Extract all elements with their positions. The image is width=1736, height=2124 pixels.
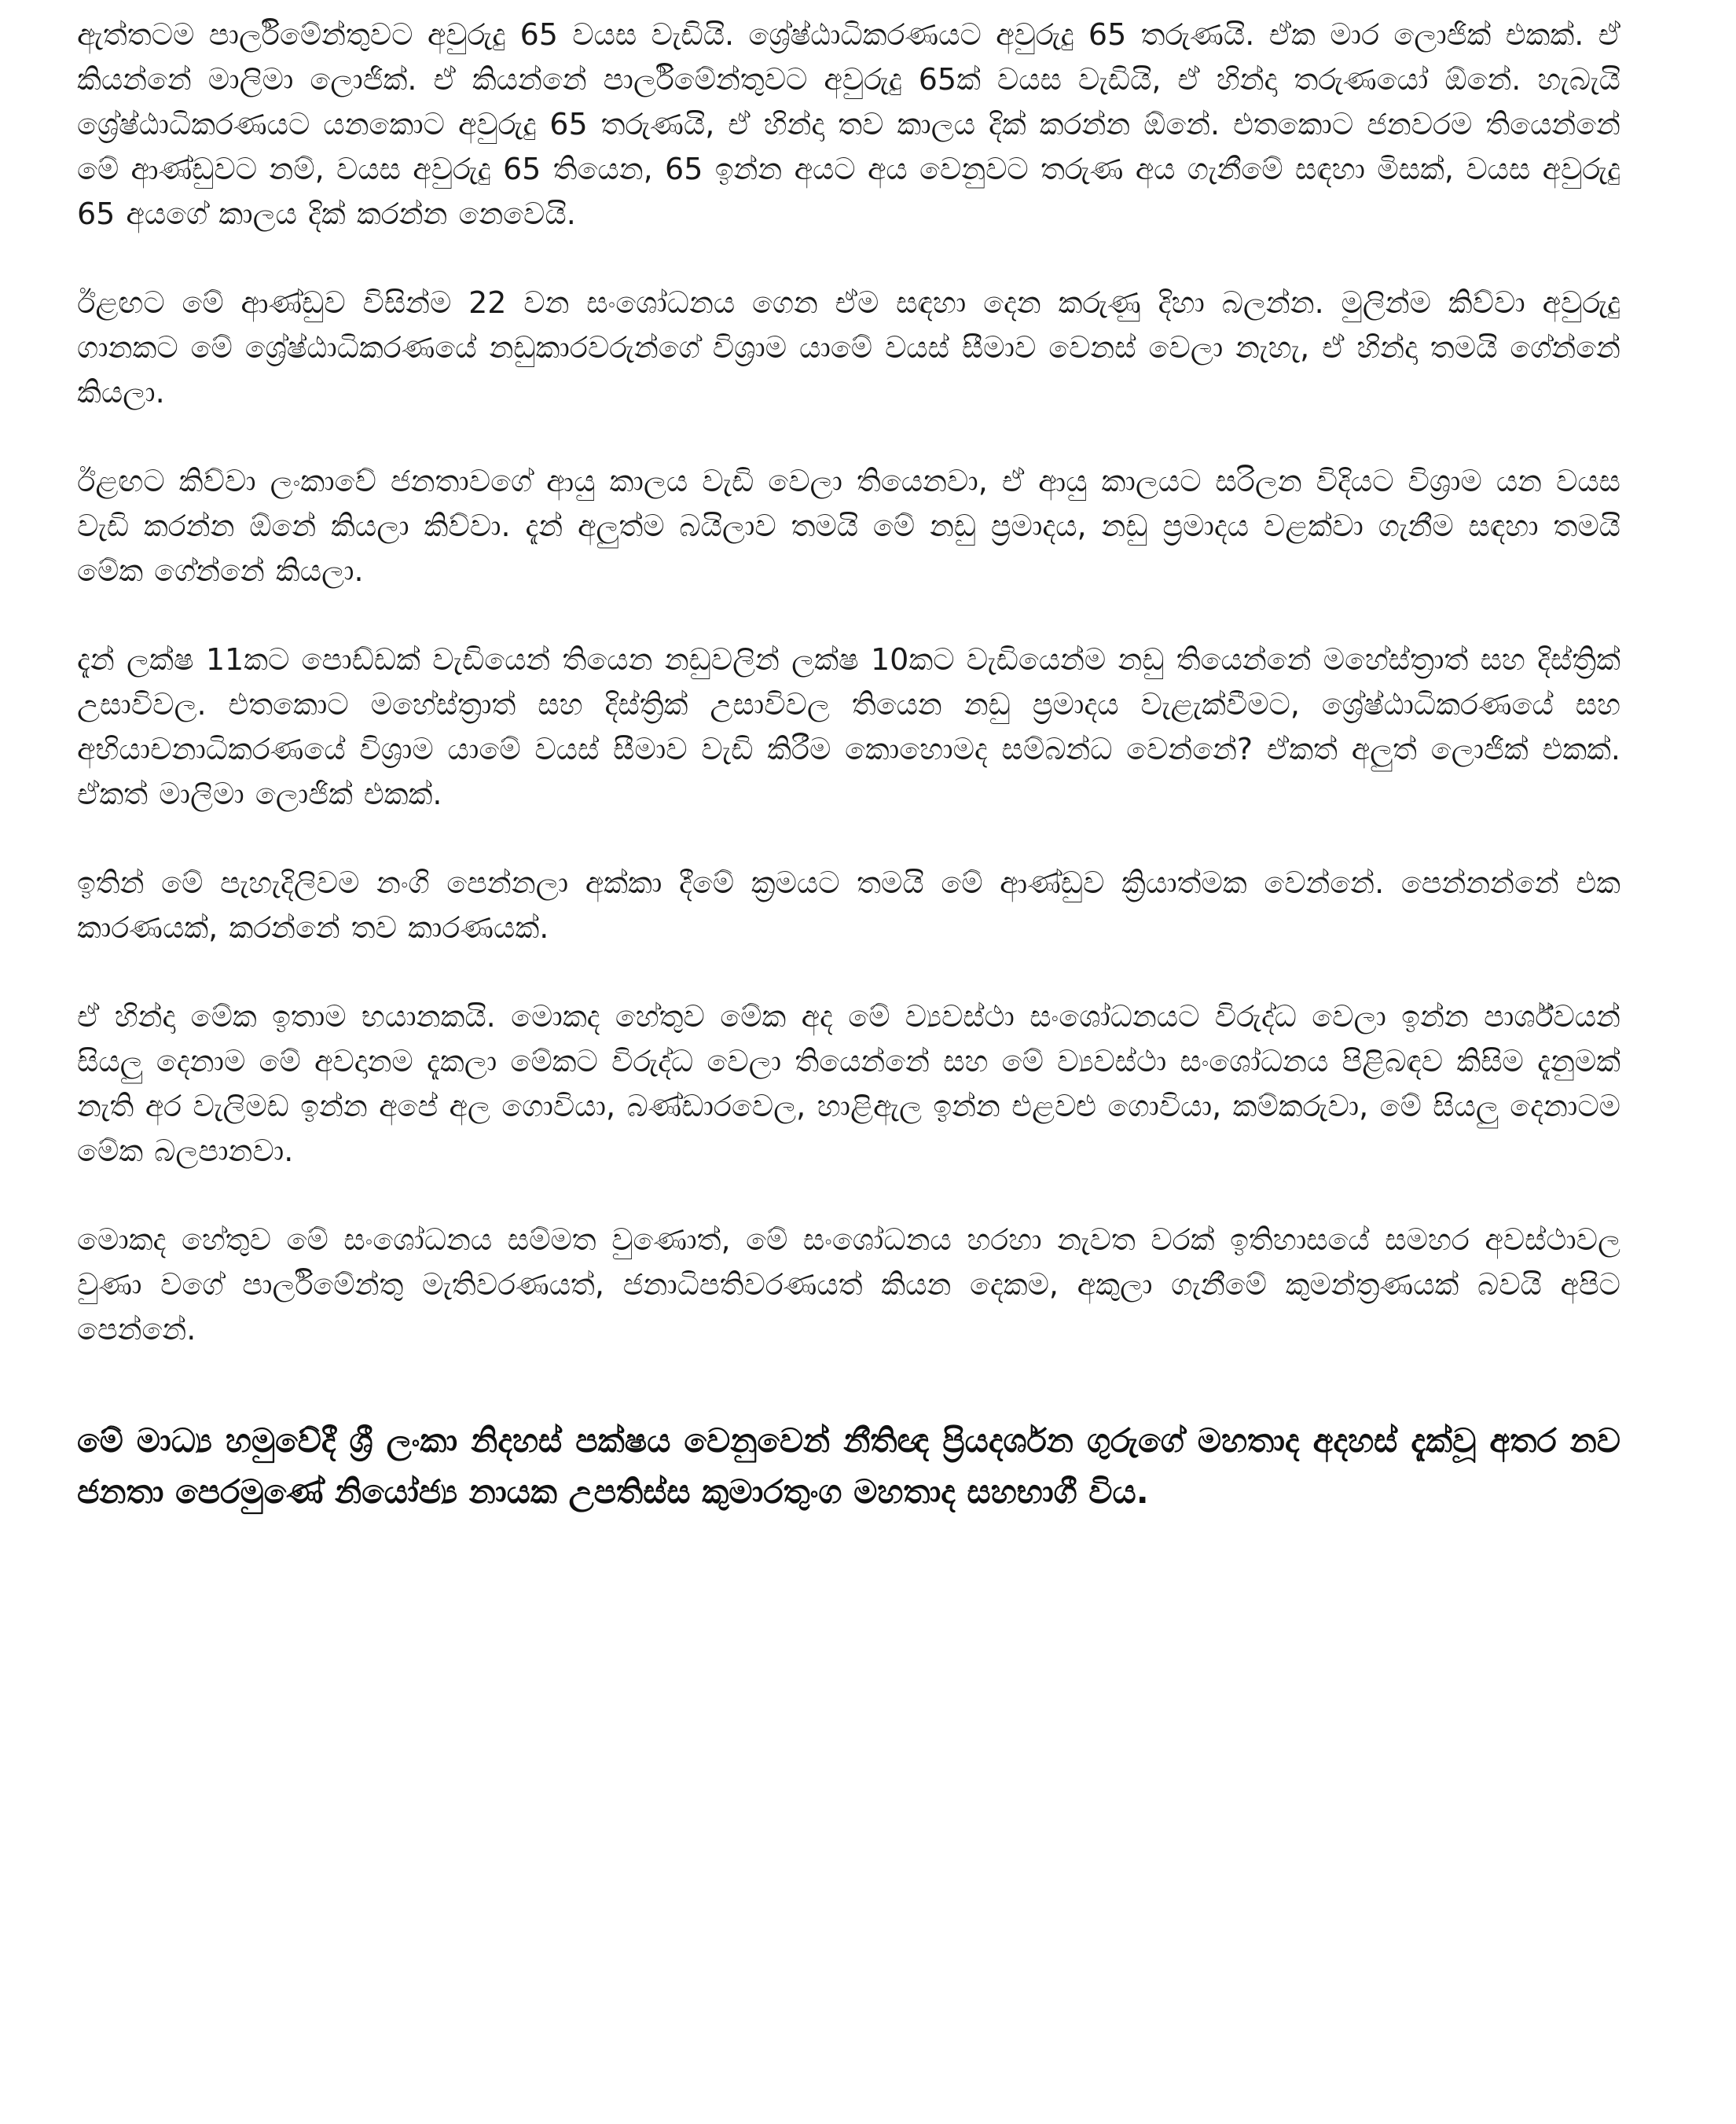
paragraph-4: දැන් ලක්ෂ 11කට පොඩ්ඩක් වැඩියෙන් තියෙන නඩුවලින් ලක්ෂ 10කට වැඩියෙන්ම නඩු තියෙන්නේ මහේස්ත්‍රාත් සහ දිස්ත්‍රික් උසාවිවල. එතකොට මහේස්ත්‍රාත් සහ දිස්ත්‍රික් උසාවිවල තියෙන නඩු ප්‍රමාදය වැළැක්වීමට, ශ්‍රේෂ්ඨාධිකරණයේ සහ අභියාචනාධිකරණයේ විශ්‍රාම යාමේ වයස් සීමාව වැඩි කිරීම කොහොමද සම්බන්ධ වෙන්නේ? ඒකත් අලුත් ලොජික් එකක්. ඒකත් මාලිමා ලොජික් එකක්. <box>77 642 1620 811</box>
paragraph-3: ඊළඟට කිව්වා ලංකාවේ ජනතාවගේ ආයු කාලය වැඩි වෙලා තියෙනවා, ඒ ආයු කාලයට සරිලන විදියට විශ්‍රාම යන වයස වැඩි කරන්න ඕනේ කියලා කිව්වා. දැන් අලුත්ම බයිලාව තමයි මේ නඩු ප්‍රමාදය, නඩු ප්‍රමාදය වළක්වා ගැනීම සඳහා තමයි මේක ගේන්නේ කියලා. <box>77 464 1620 588</box>
paragraph-2: ඊළඟට මේ ආණ්ඩුව විසින්ම 22 වන සංශෝධනය ගෙන ඒම සඳහා දෙන කරුණු දිහා බලන්න. මුලින්ම කිව්වා අවුරුදු ගානකට මේ ශ්‍රේෂ්ඨාධිකරණයේ නඩුකාරවරුන්ගේ විශ්‍රාම යාමේ වයස් සීමාව වෙනස් වෙලා නැහැ, ඒ හින්දා තමයි ගේන්නේ කියලා. <box>77 285 1620 410</box>
closing-statement: මේ මාධ්‍ය හමුවේදී ශ්‍රී ලංකා නිදහස් පක්ෂය වෙනුවෙන් නීතිඥ ප්‍රියදර්ශන ගුරුගේ මහතාද අදහස් දැක්වූ අතර නව ජනතා පෙරමුණේ නියෝජ්‍ය නායක උපතිස්ස කුමාරතුංග මහතාද සහභාගී විය. <box>77 1421 1620 1511</box>
paragraph-6: ඒ හින්දා මේක ඉතාම භයානකයි. මොකද හේතුව මේක අද මේ ව්‍යවස්ථා සංශෝධනයට විරුද්ධ වෙලා ඉන්න පාර්ශ්වයන් සියලු දෙනාම මේ අවදානම දැකලා මේකට විරුද්ධ වෙලා තියෙන්නේ සහ මේ ව්‍යවස්ථා සංශෝධනය පිළිබඳව කිසිම දැනුමක් නැති අර වැලිමඩ ඉන්න අපේ අල ගොවියා, බණ්ඩාරවෙල, හාළිඇල ඉන්න එළවළු ගොවියා, කම්කරුවා, මේ සියලු දෙනාටම මේක බලපානවා. <box>77 999 1620 1168</box>
paragraph-5: ඉතින් මේ පැහැදිලිවම නංගි පෙන්නලා අක්කා දීමේ ක්‍රමයට තමයි මේ ආණ්ඩුව ක්‍රියාත්මක වෙන්නේ. පෙන්නන්නේ එක කාරණයක්, කරන්නේ තව කාරණයක්. <box>77 865 1620 945</box>
paragraph-1: ඇත්තටම පාර්ලිමේන්තුවට අවුරුදු 65 වයස වැඩියි. ශ්‍රේෂ්ඨාධිකරණයට අවුරුදු 65 තරුණයි. ඒක මාර ලොජික් එකක්. ඒ කියන්නේ මාලිමා ලොජික්. ඒ කියන්නේ පාර්ලිමේන්තුවට අවුරුදු 65ක් වයස වැඩියි, ඒ හින්දා තරුණයෝ ඕනේ. හැබැයි ශ්‍රේෂ්ඨාධිකරණයට යනකොට අවුරුදු 65 තරුණයි, ඒ හින්දා තව කාලය දික් කරන්න ඕනේ. එතකොට ජනවරම තියෙන්නේ මේ ආණ්ඩුවට නම්, වයස අවුරුදු 65 තියෙන, 65 ඉන්න අයට අය වෙනුවට තරුණ අය ගැනීමේ සඳහා මිසක්, වයස අවුරුදු 65 අයගේ කාලය දික් කරන්න නෙවෙයි. <box>77 17 1620 231</box>
paragraph-7: මොකද හේතුව මේ සංශෝධනය සම්මත වුණොත්, මේ සංශෝධනය හරහා නැවත වරක් ඉතිහාසයේ සමහර අවස්ථාවල වුණා වගේ පාර්ලිමේන්තු මැතිවරණයත්, ජනාධිපතිවරණයත් කියන දෙකම, අකුලා ගැනීමේ කුමන්ත්‍රණයක් බවයි අපිට පෙන්නේ. <box>77 1222 1620 1347</box>
article-body <box>77 13 1620 1517</box>
